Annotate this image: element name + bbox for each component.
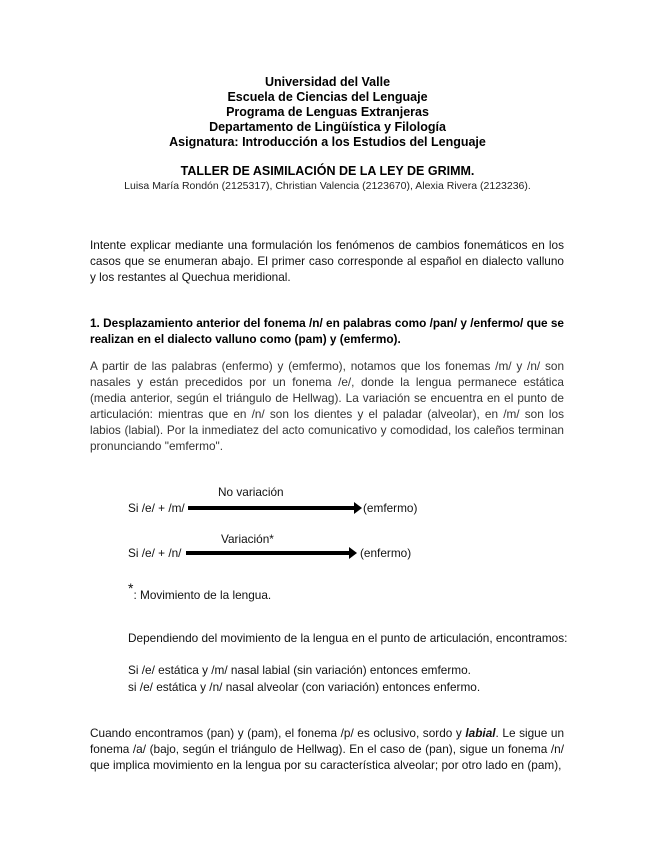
workshop-title: TALLER DE ASIMILACIÓN DE LA LEY DE GRIMM. xyxy=(180,164,475,178)
row1-right: (emfermo) xyxy=(363,501,418,515)
section-1-analysis: A partir de las palabras (enfermo) y (emfermo), notamos que los fonemas /m/ y /n/ son nasales y están precedidos por un fonema /e/, donde la lengua permanece estática (media anterior, según el triángulo de Hellwag). La variación se encuentra en el punto de articulación: mientras que en /n/ son los dientes y el paladar (alveolar), en /m/ son los labios (labial). Por la inmediatez del acto comunicativo y comodidad, los caleños terminan pronunciando "emfermo". xyxy=(90,359,564,453)
row2-left: Si /e/ + /n/ xyxy=(128,546,182,560)
row1-left: Si /e/ + /m/ xyxy=(128,501,185,515)
rule-item: Si /e/ estática y /m/ nasal labial (sin variación) entonces emfermo. xyxy=(128,663,471,677)
dependiendo-sentence: Dependiendo del movimiento de la lengua en el punto de articulación, encontramos: xyxy=(128,631,568,645)
closing-emphasis: labial xyxy=(465,726,496,740)
course-name: Asignatura: Introducción a los Estudios del Lenguaje xyxy=(169,135,486,149)
authors-line: Luisa María Rondón (2125317), Christian Valencia (2123670), Alexia Rivera (2123236). xyxy=(124,180,531,192)
variation-label: Variación* xyxy=(221,532,274,546)
footnote-text: : Movimiento de la lengua. xyxy=(133,588,272,602)
no-variation-label: No variación xyxy=(218,485,284,499)
closing-text-after: . Le sigue un fonema /a/ (bajo, según el triángulo de Hellwag). En el caso de (pan), sigue un fonema /n/ que implica movimiento en la lengua por su característica alveolar; por otro lado en (pam), xyxy=(90,726,564,772)
program-name: Programa de Lenguas Extranjeras xyxy=(226,105,429,119)
rules-list xyxy=(128,662,480,696)
closing-text-before: Cuando encontramos (pan) y (pam), el fonema /p/ es oclusivo, sordo y xyxy=(90,726,466,740)
section-1-heading: 1. Desplazamiento anterior del fonema /n/ en palabras como /pan/ y /enfermo/ que se realizan en el dialecto valluno como (pam) y (emfermo). xyxy=(90,316,564,346)
rule-item: si /e/ estática y /n/ nasal alveolar (con variación) entonces enfermo. xyxy=(128,680,481,694)
school-name: Escuela de Ciencias del Lenguaje xyxy=(227,90,428,104)
department-name: Departamento de Lingüística y Filología xyxy=(209,120,446,134)
row2-arrow-icon xyxy=(186,551,351,555)
row1-arrow-icon xyxy=(188,506,356,510)
closing-paragraph xyxy=(90,725,564,773)
university-name: Universidad del Valle xyxy=(264,75,391,89)
row2-right: (enfermo) xyxy=(360,546,412,560)
intro-paragraph: Intente explicar mediante una formulación los fenómenos de cambios fonemáticos en los casos que se enumeran abajo. El primer caso corresponde al español en dialecto valluno y los restantes al Quechua meridional. xyxy=(90,238,564,284)
footnote-mark: * xyxy=(128,580,134,596)
institution-header xyxy=(0,75,655,150)
footnote xyxy=(128,580,271,602)
